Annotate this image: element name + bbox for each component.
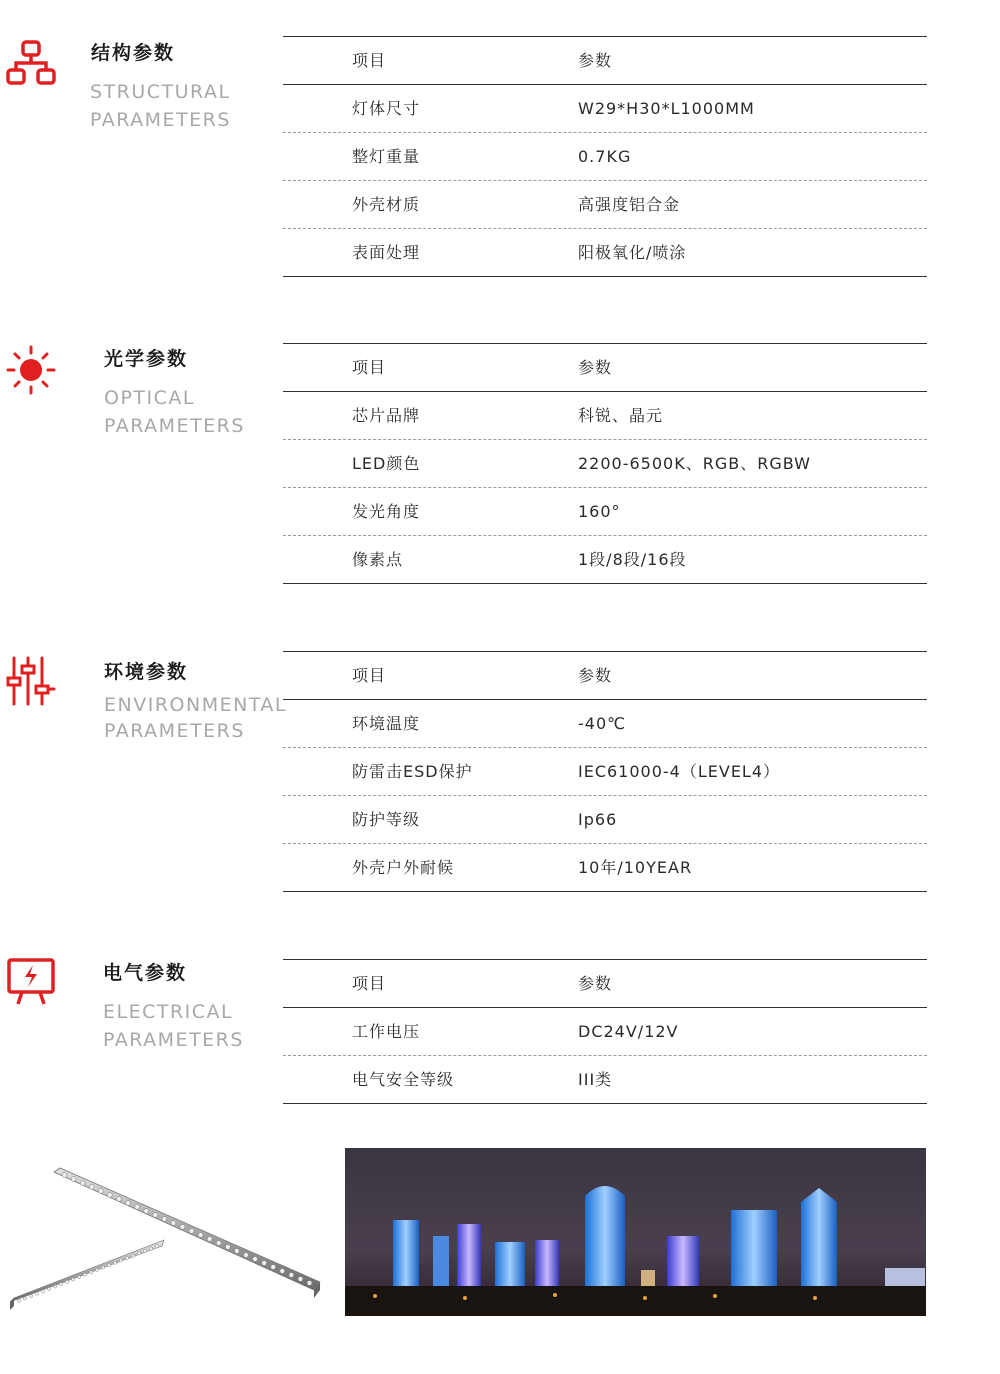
table-row: 防雷击ESD保护 IEC61000-4（LEVEL4） <box>283 748 927 796</box>
led-dot <box>107 1264 110 1267</box>
header-param: 参数 <box>578 666 613 685</box>
table-row: LED颜色 2200-6500K、RGB、RGBW <box>283 440 927 488</box>
params-table <box>283 36 927 277</box>
led-dot <box>171 1221 176 1226</box>
led-bar-large <box>54 1168 320 1298</box>
led-dot <box>234 1249 239 1254</box>
led-dot <box>29 1294 32 1297</box>
led-dot <box>280 1269 285 1274</box>
table-row: 工作电压 DC24V/12V <box>283 1008 927 1056</box>
led-dot <box>98 1189 103 1194</box>
led-dot <box>117 1197 122 1202</box>
header-item: 项目 <box>352 666 387 685</box>
section-subtitle: OPTICAL PARAMETERS <box>104 387 245 437</box>
header-param: 参数 <box>578 51 613 70</box>
table-row: 表面处理 阳极氧化/喷涂 <box>283 229 927 277</box>
table-row: 灯体尺寸 W29*H30*L1000MM <box>283 85 927 133</box>
led-dot <box>262 1261 267 1266</box>
led-dot <box>216 1241 221 1246</box>
header-item: 项目 <box>352 358 387 377</box>
params-table <box>283 651 927 892</box>
electric-panel-icon <box>4 955 58 1009</box>
header-param: 参数 <box>578 974 613 993</box>
led-dot <box>153 1213 158 1218</box>
led-dot <box>23 1297 26 1300</box>
led-dot <box>207 1237 212 1242</box>
led-dot <box>80 1181 85 1186</box>
product-image <box>8 1160 328 1320</box>
led-dot <box>77 1275 80 1278</box>
led-dot <box>162 1217 167 1222</box>
table-row: 电气安全等级 III类 <box>283 1056 927 1104</box>
network-hierarchy-icon <box>4 38 58 92</box>
led-dot <box>107 1193 112 1198</box>
section-title: 光学参数 <box>104 348 189 370</box>
led-dot <box>253 1257 258 1262</box>
table-row: 整灯重量 0.7KG <box>283 133 927 181</box>
led-dot <box>149 1247 152 1250</box>
led-dot <box>307 1281 312 1286</box>
led-dot <box>289 1273 294 1278</box>
led-dot <box>47 1287 50 1290</box>
led-dot <box>59 1283 62 1286</box>
led-dot <box>298 1277 303 1282</box>
led-dot <box>53 1285 56 1288</box>
sliders-icon <box>4 654 58 708</box>
led-dot <box>89 1271 92 1274</box>
led-dot <box>143 1249 146 1252</box>
led-dot <box>113 1261 116 1264</box>
section-title: 结构参数 <box>91 42 176 64</box>
led-dot <box>244 1253 249 1258</box>
table-header <box>283 343 927 392</box>
led-dot <box>180 1225 185 1230</box>
led-dot <box>271 1265 276 1270</box>
table-header <box>283 959 927 1008</box>
header-item: 项目 <box>352 51 387 70</box>
section-title: 电气参数 <box>103 962 188 984</box>
table-row: 发光角度 160° <box>283 488 927 536</box>
led-dot <box>95 1268 98 1271</box>
header-item: 项目 <box>352 974 387 993</box>
led-dot <box>89 1185 94 1190</box>
section-subtitle: ENVIRONMENTAL PARAMETERS <box>104 694 288 742</box>
led-dot <box>119 1259 122 1262</box>
table-row: 外壳材质 高强度铝合金 <box>283 181 927 229</box>
led-dot <box>155 1245 158 1248</box>
table-row: 像素点 1段/8段/16段 <box>283 536 927 584</box>
section-subtitle: ELECTRICAL PARAMETERS <box>103 1001 244 1051</box>
led-dot <box>225 1245 230 1250</box>
led-dot <box>41 1290 44 1293</box>
section-title: 环境参数 <box>104 661 189 683</box>
led-dot <box>126 1201 131 1206</box>
night-city-photo <box>345 1148 926 1316</box>
led-dot <box>135 1205 140 1210</box>
led-dot <box>198 1233 203 1238</box>
led-dot <box>35 1292 38 1295</box>
header-param: 参数 <box>578 358 613 377</box>
table-row: 防护等级 Ip66 <box>283 796 927 844</box>
led-dot <box>71 1177 76 1182</box>
sun-icon <box>4 343 58 397</box>
led-dot <box>131 1254 134 1257</box>
led-dot <box>125 1256 128 1259</box>
led-bar-small <box>10 1240 164 1310</box>
led-dot <box>189 1229 194 1234</box>
led-dot <box>83 1273 86 1276</box>
led-dot <box>137 1252 140 1255</box>
table-row: 环境温度 -40℃ <box>283 700 927 748</box>
led-dot <box>65 1280 68 1283</box>
led-dot <box>101 1266 104 1269</box>
led-dot <box>62 1173 67 1178</box>
table-row: 芯片品牌 科锐、晶元 <box>283 392 927 440</box>
led-dot <box>144 1209 149 1214</box>
table-row: 外壳户外耐候 10年/10YEAR <box>283 844 927 892</box>
led-dot <box>17 1299 20 1302</box>
section-subtitle: STRUCTURAL PARAMETERS <box>90 81 231 131</box>
led-dot <box>71 1278 74 1281</box>
params-table <box>283 959 927 1104</box>
table-header <box>283 36 927 85</box>
params-table <box>283 343 927 584</box>
table-header <box>283 651 927 700</box>
